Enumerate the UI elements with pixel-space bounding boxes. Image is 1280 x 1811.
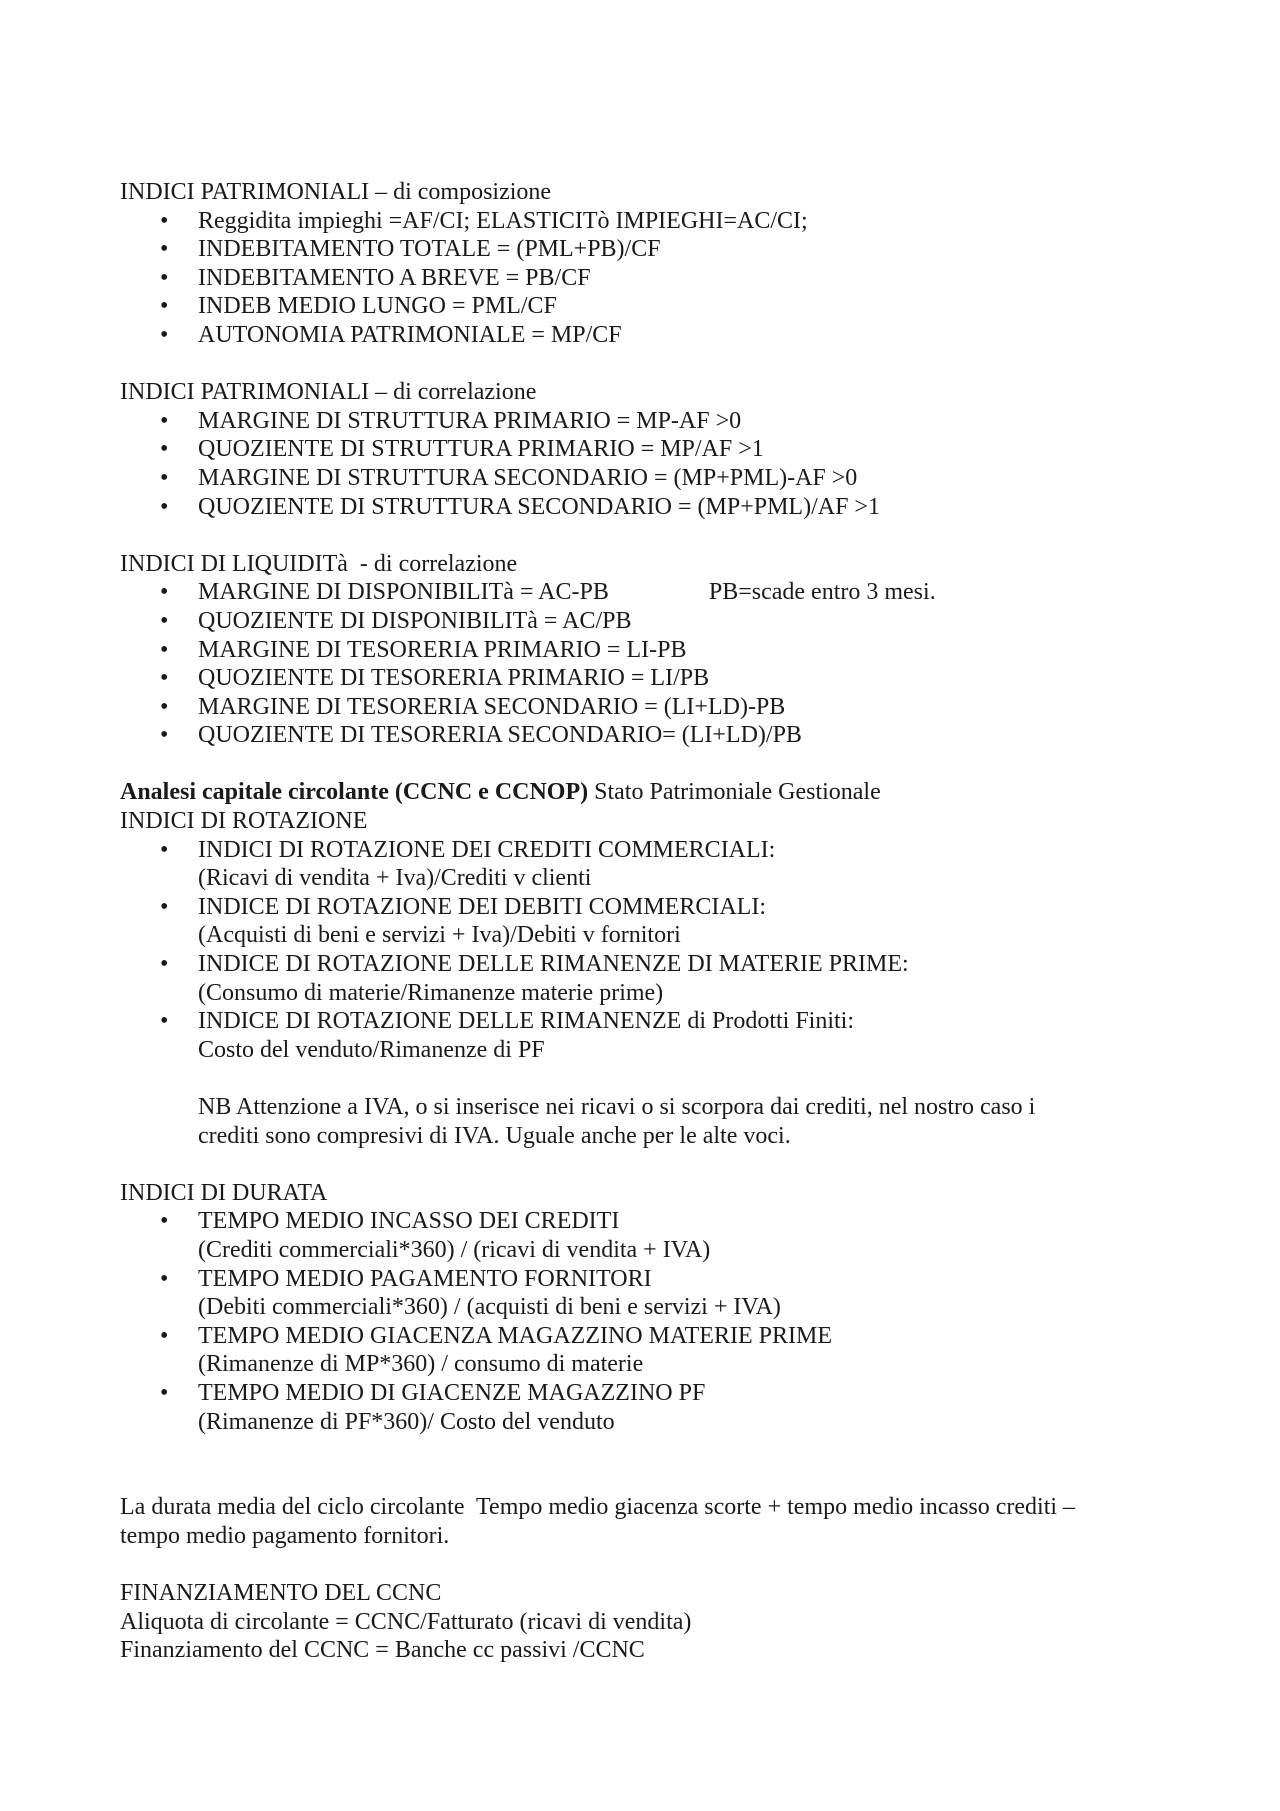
section-heading: INDICI DI LIQUIDITà - di correlazione (120, 550, 518, 577)
document-page (120, 178, 1180, 1693)
index-title: • INDICE DI ROTAZIONE DELLE RIMANENZE di Prodotti Finiti: (198, 1008, 855, 1035)
index-title: • TEMPO MEDIO PAGAMENTO FORNITORI (198, 1265, 652, 1292)
index-title: • TEMPO MEDIO INCASSO DEI CREDITI (198, 1208, 620, 1235)
section-composizione (120, 178, 1180, 350)
bullet-list (120, 836, 1180, 1065)
list-item (120, 893, 1180, 950)
section-liquidita (120, 550, 1180, 750)
list-item-note: PB=scade entro 3 mesi. (708, 579, 936, 606)
index-formula: (Rimanenze di PF*360)/ Costo del venduto (198, 1408, 615, 1435)
list-item: • INDEBITAMENTO TOTALE = (PML+PB)/CF (120, 235, 1180, 264)
index-title: • INDICI DI ROTAZIONE DEI CREDITI COMMERCIALI: (198, 836, 776, 863)
index-formula: (Debiti commerciali*360) / (acquisti di beni e servizi + IVA) (198, 1294, 781, 1321)
list-item: • QUOZIENTE DI DISPONIBILITà = AC/PB (120, 607, 1180, 636)
list-item: • QUOZIENTE DI TESORERIA SECONDARIO= (LI+LD)/PB (120, 721, 1180, 750)
nb-line: crediti sono compresivi di IVA. Uguale anche per le alte voci. (198, 1122, 791, 1149)
list-item: • QUOZIENTE DI TESORERIA PRIMARIO = LI/PB (120, 664, 1180, 693)
list-item: • MARGINE DI TESORERIA PRIMARIO = LI-PB (120, 636, 1180, 665)
index-title: • INDICE DI ROTAZIONE DEI DEBITI COMMERCIALI: (198, 893, 766, 920)
section-heading: INDICI PATRIMONIALI – di composizione (120, 179, 552, 205)
paragraph-line: Finanziamento del CCNC = Banche cc passivi /CCNC (120, 1637, 645, 1664)
nb-note (120, 1093, 1180, 1150)
paragraph-line: Aliquota di circolante = CCNC/Fatturato (ricavi di vendita) (120, 1608, 692, 1635)
index-title: • TEMPO MEDIO DI GIACENZE MAGAZZINO PF (198, 1379, 706, 1406)
bullet-list (120, 578, 1180, 750)
index-formula: (Crediti commerciali*360) / (ricavi di vendita + IVA) (198, 1236, 711, 1263)
list-item: • QUOZIENTE DI STRUTTURA PRIMARIO = MP/AF >1 (120, 435, 1180, 464)
list-item: • QUOZIENTE DI STRUTTURA SECONDARIO = (MP+PML)/AF >1 (120, 493, 1180, 522)
index-title: • INDICE DI ROTAZIONE DELLE RIMANENZE DI MATERIE PRIME: (198, 951, 909, 978)
list-item (120, 1379, 1180, 1436)
section-ciclo (120, 1493, 1180, 1550)
index-formula: (Ricavi di vendita + Iva)/Crediti v clienti (198, 865, 592, 892)
section-title-bold: Analesi capitale circolante (CCNC e CCNOP) (120, 779, 589, 806)
list-item: • MARGINE DI STRUTTURA PRIMARIO = MP-AF >0 (120, 407, 1180, 436)
index-title: • TEMPO MEDIO GIACENZA MAGAZZINO MATERIE PRIME (198, 1322, 832, 1349)
list-item (120, 836, 1180, 893)
section-title (120, 778, 1180, 807)
list-item: • AUTONOMIA PATRIMONIALE = MP/CF (120, 321, 1180, 350)
section-correlazione (120, 378, 1180, 521)
list-item (120, 1322, 1180, 1379)
section-title-rest: Stato Patrimoniale Gestionale (588, 779, 881, 806)
list-item-text: MARGINE DI DISPONIBILITà = AC-PB (198, 579, 609, 606)
list-item (120, 1207, 1180, 1264)
list-item (120, 578, 1180, 607)
list-item (120, 950, 1180, 1007)
section-finanziamento (120, 1579, 1180, 1665)
paragraph-line: tempo medio pagamento fornitori. (120, 1522, 450, 1549)
section-heading: INDICI DI ROTAZIONE (120, 808, 368, 835)
nb-line: NB Attenzione a IVA, o si inserisce nei ricavi o si scorpora dai crediti, nel nostro caso i (198, 1094, 1036, 1120)
index-formula: Costo del venduto/Rimanenze di PF (198, 1036, 545, 1063)
section-durata (120, 1179, 1180, 1436)
section-rotazione (120, 778, 1180, 1150)
bullet-list (120, 407, 1180, 521)
list-item: • INDEBITAMENTO A BREVE = PB/CF (120, 264, 1180, 293)
bullet-list (120, 1207, 1180, 1436)
list-item: • MARGINE DI STRUTTURA SECONDARIO = (MP+PML)-AF >0 (120, 464, 1180, 493)
index-formula: (Consumo di materie/Rimanenze materie prime) (198, 979, 664, 1006)
section-heading: INDICI PATRIMONIALI – di correlazione (120, 379, 537, 406)
list-item (120, 1265, 1180, 1322)
index-formula: (Acquisti di beni e servizi + Iva)/Debiti v fornitori (198, 922, 681, 949)
list-item (120, 1007, 1180, 1064)
paragraph-line: La durata media del ciclo circolante Tempo medio giacenza scorte + tempo medio incasso crediti – (120, 1494, 1076, 1521)
list-item: • INDEB MEDIO LUNGO = PML/CF (120, 292, 1180, 321)
list-item: • MARGINE DI TESORERIA SECONDARIO = (LI+LD)-PB (120, 693, 1180, 722)
list-item: • Reggidita impieghi =AF/CI; ELASTICITò IMPIEGHI=AC/CI; (120, 207, 1180, 236)
bullet-list (120, 207, 1180, 350)
section-heading: FINANZIAMENTO DEL CCNC (120, 1579, 442, 1606)
section-heading: INDICI DI DURATA (120, 1179, 328, 1206)
index-formula: (Rimanenze di MP*360) / consumo di materie (198, 1351, 644, 1378)
